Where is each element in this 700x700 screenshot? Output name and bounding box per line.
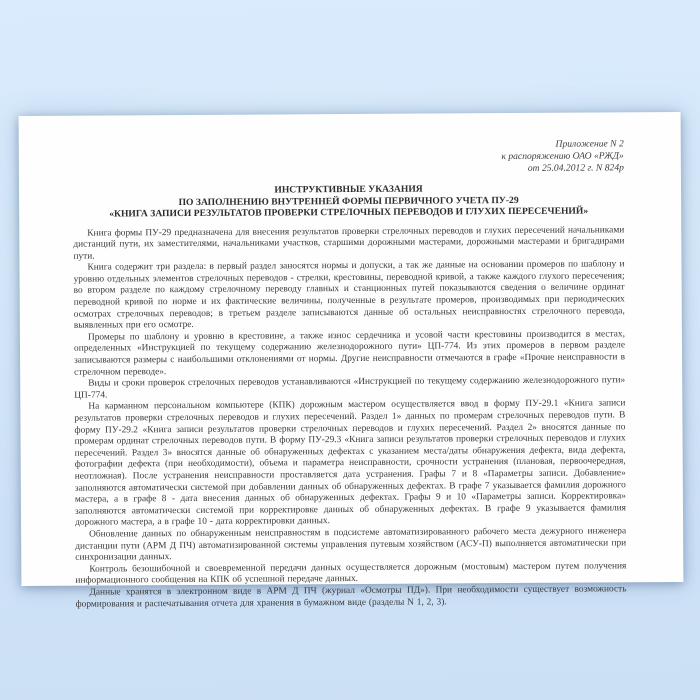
- appendix-reference: [73, 138, 624, 177]
- appendix-line: Приложение N 2: [555, 138, 624, 150]
- paragraph: Данные хранятся в электронном виде в АРМ Д ПЧ (журнал «Осмотры ПД»). При необходимости существует возможность формирования и распечатывания отчета для хранения в бумажном виде (разделы N 1, 2, 3).: [75, 584, 627, 610]
- paragraph: Промеры по шаблону и уровню в крестовине, а также износ сердечника и усовой части крестовины производится в местах, определенных «Инструкцией по текущему содержанию железнодорожного пути» ЦП-774. Из этих промеров в первом разделе записываются размеры с наибольшими отклонениями от нормы. Другие неисправности отмечаются в графе «Прочие неисправности в стрелочном переводе».: [73, 329, 626, 378]
- appendix-line: от 25.04.2012 г. N 824р: [527, 162, 624, 174]
- paragraph: Контроль безошибочной и своевременной передачи данных осуществляется дорожным (мостовым) мастером путем получения информационного сообщения на КПК об успешной передаче данных.: [75, 561, 627, 587]
- document-body: [73, 225, 626, 611]
- document-title-line: «КНИГА ЗАПИСИ РЕЗУЛЬТАТОВ ПРОВЕРКИ СТРЕЛОЧНЫХ ПЕРЕВОДОВ И ГЛУХИХ ПЕРЕСЕЧЕНИЙ»: [109, 205, 589, 220]
- paragraph: Книга содержит три раздела: в первый раздел заносятся нормы и допуски, а так же данные на основании промеров по шаблону и уровню отдельных элементов стрелочных переводов - стрелки, крестовины, переводной кривой, а также каждого глухого пересечения; во втором разделе по каждому стрелочному переводу главных и станционных путей показываются сведения о величине ординат переводной кривой по норме и их фактические величины, полученные в результате промеров, производимых при периодических осмотрах стрелочных переводов; в третьем разделе записываются данные об остальных неисправностях стрелочного перевода, выявленных при его осмотре.: [73, 259, 625, 331]
- paragraph: Книга формы ПУ-29 предназначена для внесения результатов проверки стрелочных переводов и глухих пересечений начальниками дистанций пути, их заместителями, начальниками участков, старшими дорожными мастерами, дорожными мастерами и бригадирами пути.: [73, 224, 625, 262]
- paragraph: Обновление данных по обнаруженным неисправностям в подсистеме автоматизированного рабочего места дежурного инженера дистанции пути (АРМ Д ПЧ) автоматизированной системы управления путевым хозяйством (АСУ-П) выполняется автоматически при синхронизации данных.: [75, 526, 627, 563]
- appendix-line: к распоряжению ОАО «РЖД»: [501, 150, 624, 163]
- document-page: [19, 112, 684, 610]
- paragraph: На карманном персональном компьютере (КПК) дорожным мастером осуществляется ввод в форму ПУ-29.1 «Книга записи результатов проверки стрелочных переводов и глухих пересечений. Раздел 1» данных по промерам стрелочных переводов пути. В форму ПУ-29.2 «Книга записи результатов проверки стрелочных переводов и глухих пересечений. Раздел 2» вносятся данные по промерам ординат стрелочных переводов пути. В форму ПУ-29.3 «Книга записи результатов проверки стрелочных переводов и глухих пересечений. Раздел 3» вносятся данные об обнаруженных дефектах с указанием места/даты обнаружения дефекта, вида дефекта, фотографии дефекта (при необходимости), объема и параметра неисправности, срочности устранения (плановая, первоочередная, неотложная). После устранения неисправности проставляется дата устранения. Графы 7 и 8 «Параметры записи. Добавление» заполняются автоматически системой при добавлении данных об обнаруженных дефектах. В графе 7 указывается фамилия дорожного мастера, а в графе 8 - дата внесения данных об обнаруженных дефектах. Графы 9 и 10 «Параметры записи. Корректировка» заполняются автоматически системой при корректировке данных об обнаруженных дефектах. В графе 9 указывается фамилия дорожного мастера, а в графе 10 - дата корректировки данных.: [74, 398, 627, 529]
- paragraph: Виды и сроки проверок стрелочных переводов устанавливаются «Инструкцией по текущему содержанию железнодорожного пути» ЦП-774.: [74, 375, 626, 401]
- document-title: [73, 182, 624, 220]
- document-title-line: ИНСТРУКТИВНЫЕ УКАЗАНИЯ: [274, 183, 423, 196]
- document-title-line: ПО ЗАПОЛНЕНИЮ ВНУТРЕННЕЙ ФОРМЫ ПЕРВИЧНОГО УЧЕТА ПУ-29: [178, 194, 519, 208]
